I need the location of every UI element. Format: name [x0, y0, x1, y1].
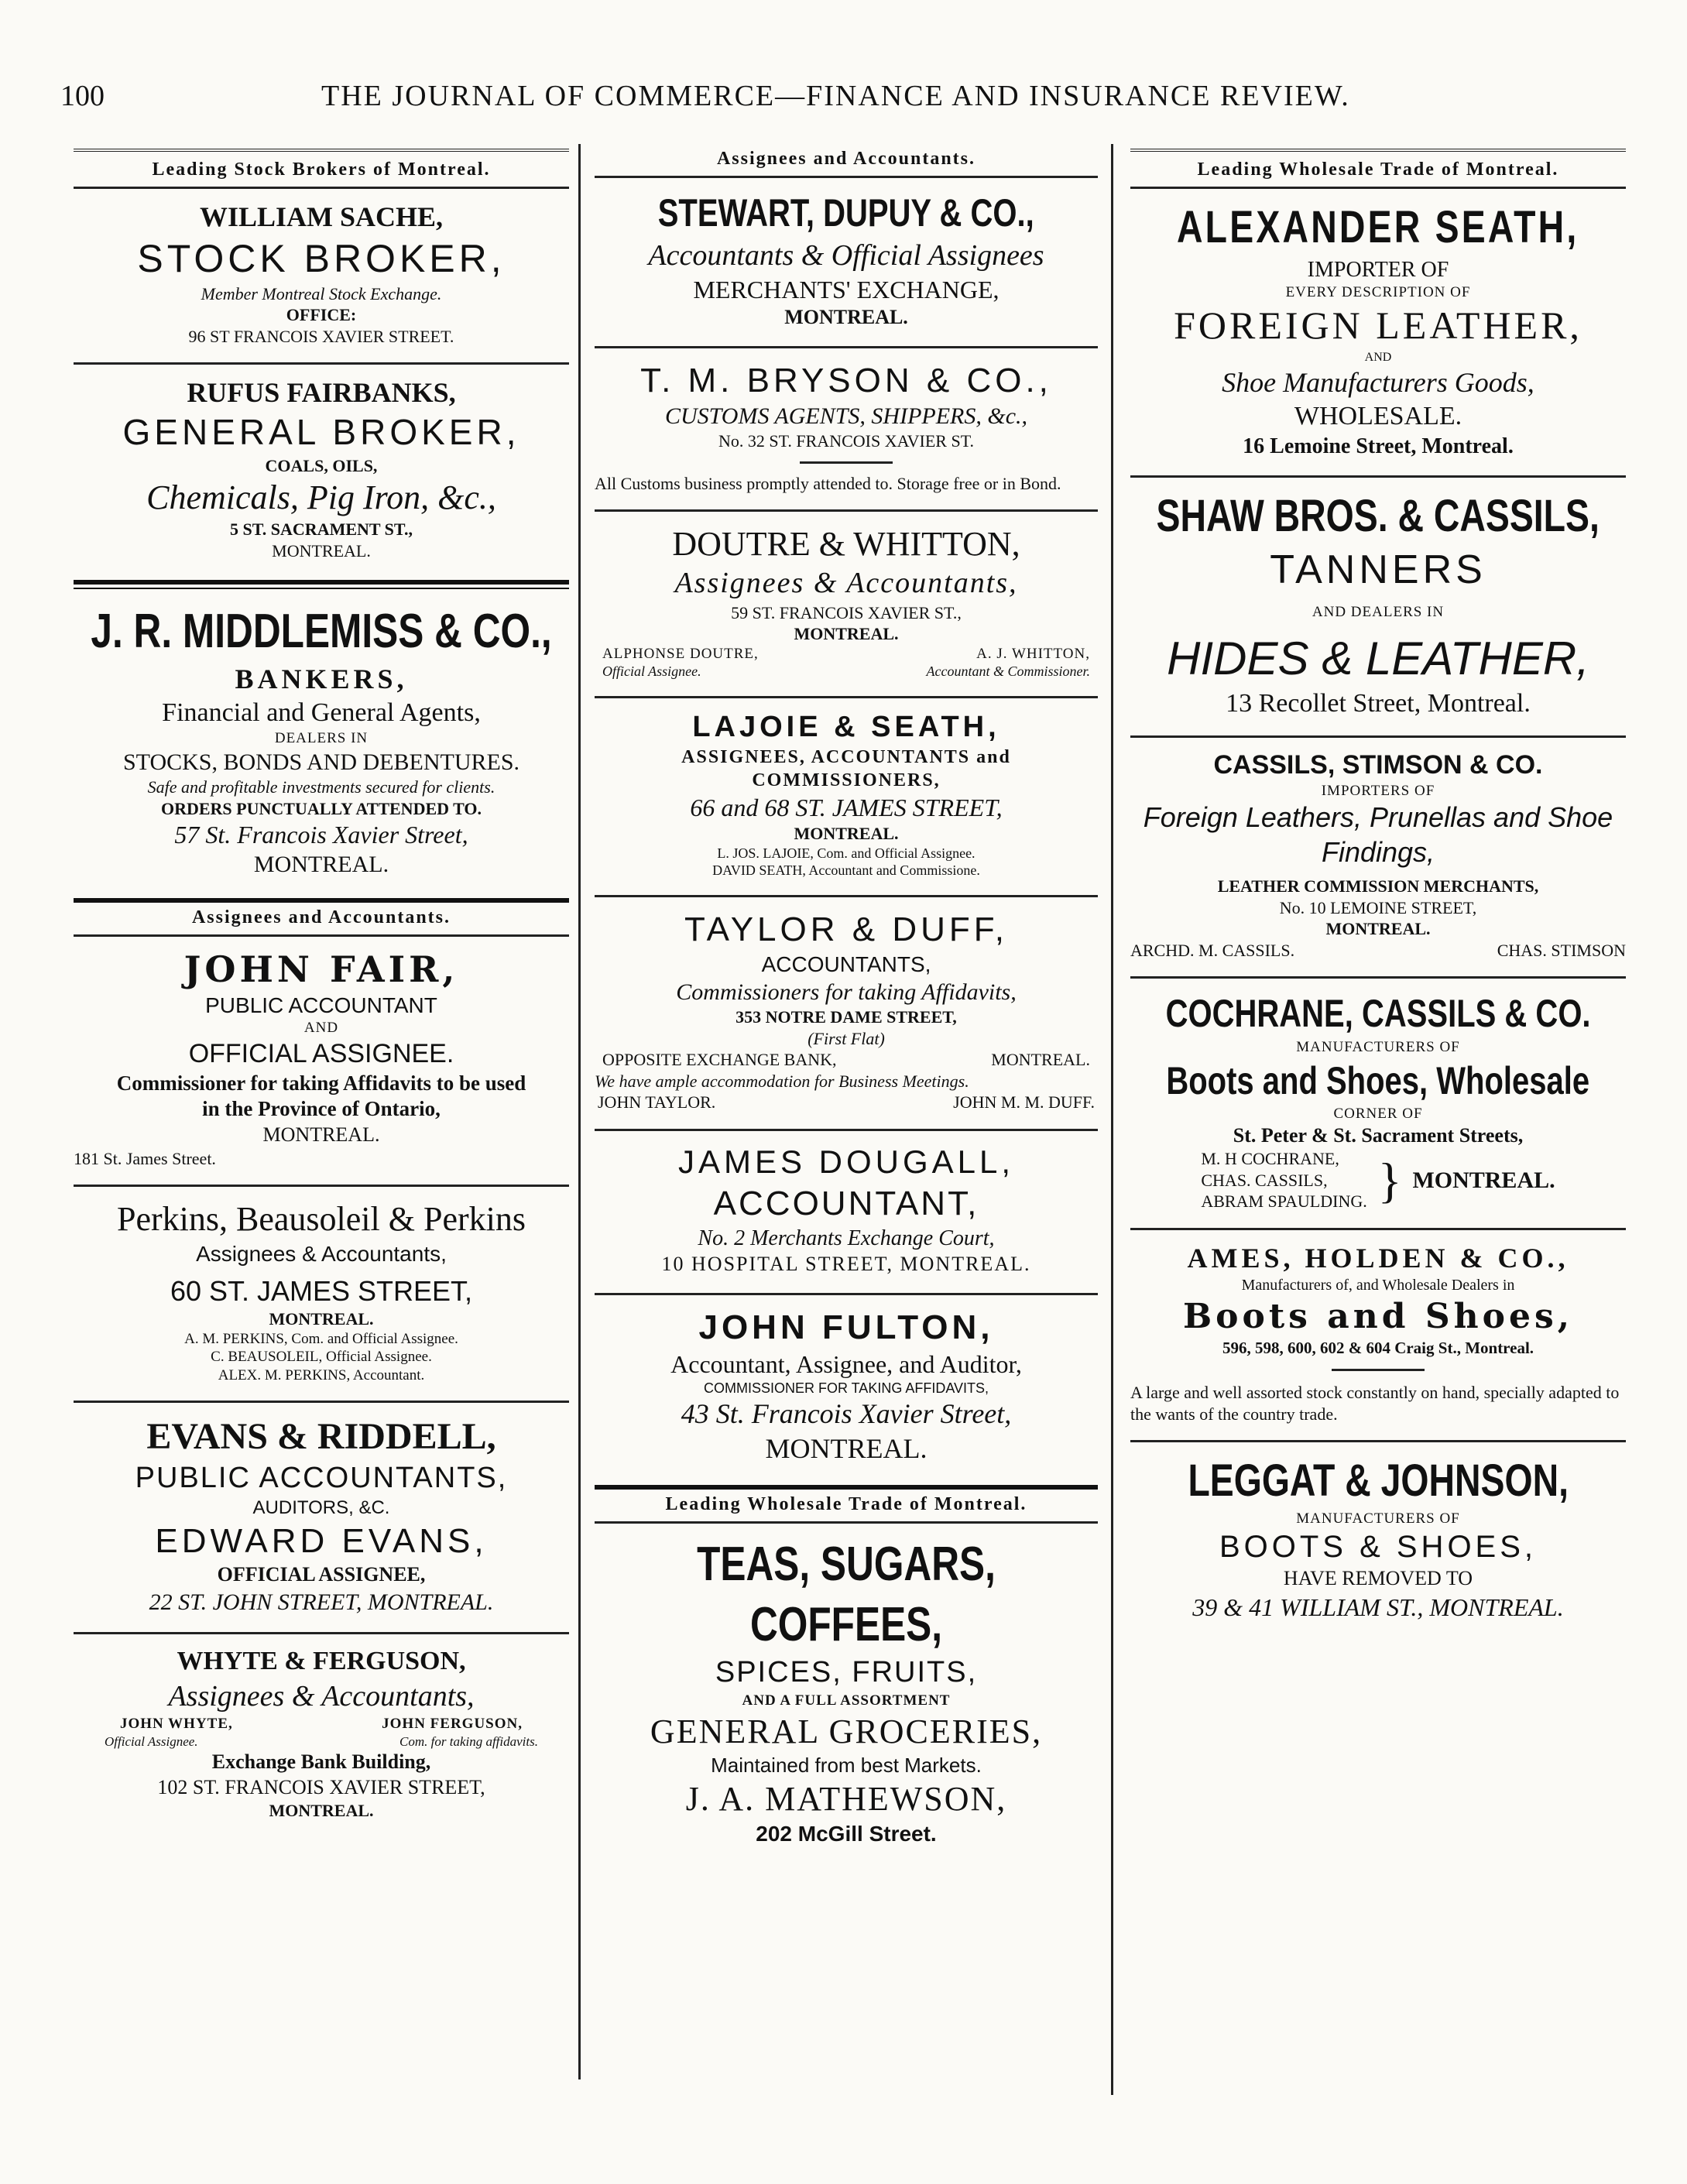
- ad-text: Member Montreal Stock Exchange.: [201, 283, 442, 303]
- ad-name: RUFUS FAIRBANKS,: [187, 377, 456, 408]
- ad-text: Financial and General Agents,: [162, 698, 481, 727]
- ad-address: 102 ST. FRANCOIS XAVIER STREET,: [157, 1775, 485, 1798]
- ad-name: ALEXANDER SEATH,: [1177, 202, 1579, 252]
- divider: [1130, 1440, 1626, 1442]
- ad-text: AND DEALERS IN: [1312, 603, 1445, 620]
- ad-name: WHYTE & FERGUSON,: [177, 1647, 466, 1676]
- partner-list: [1201, 1148, 1366, 1212]
- ad-shaw-bros: [1130, 482, 1626, 731]
- partner-role: Official Assignee.: [105, 1734, 198, 1749]
- page-number: 100: [60, 80, 105, 112]
- ad-title: CUSTOMS AGENTS, SHIPPERS, &c.,: [664, 403, 1028, 429]
- ad-leggat-johnson: [1130, 1447, 1626, 1634]
- section-heading: Leading Wholesale Trade of Montreal.: [665, 1494, 1027, 1515]
- ad-name: WILLIAM SACHE,: [199, 201, 444, 232]
- ad-name: Perkins, Beausoleil & Perkins: [117, 1200, 526, 1238]
- ad-text: Safe and profitable investments secured for clients.: [147, 777, 495, 797]
- ad-address: 60 ST. JAMES STREET,: [170, 1275, 473, 1307]
- ad-text: L. JOS. LAJOIE, Com. and Official Assignee.: [717, 845, 976, 861]
- ad-address: 13 Recollet Street, Montreal.: [1226, 688, 1531, 718]
- column-right: [1130, 144, 1626, 1634]
- section-heading: Assignees and Accountants.: [191, 907, 451, 927]
- ad-city: MONTREAL.: [1325, 919, 1431, 939]
- ad-partners: [595, 1092, 1098, 1113]
- ad-city: MONTREAL.: [253, 852, 389, 878]
- ad-title: ACCOUNTANTS,: [761, 951, 931, 976]
- divider: [1130, 976, 1626, 979]
- ad-text: AUDITORS, &C.: [252, 1497, 390, 1519]
- ad-city: MONTREAL.: [269, 1309, 374, 1329]
- ad-text: We have ample accommodation for Business Meetings.: [595, 1071, 969, 1091]
- ad-name: T. M. BRYSON & CO.,: [640, 361, 1052, 399]
- ad-name: JOHN FAIR,: [183, 948, 459, 990]
- ad-lajoie-seath: [595, 703, 1098, 890]
- ad-cochrane-cassils: [1130, 983, 1626, 1223]
- ad-evans-riddell: [74, 1407, 569, 1628]
- ad-alexander-seath: [1130, 194, 1626, 471]
- ad-city: MONTREAL.: [272, 540, 371, 561]
- ad-address: 96 ST FRANCOIS XAVIER STREET.: [188, 326, 454, 346]
- column-divider: [578, 144, 581, 2079]
- column-left: [74, 144, 569, 1833]
- ad-address: St. Peter & St. Sacrament Streets,: [1233, 1123, 1524, 1147]
- ad-title: GENERAL BROKER,: [122, 412, 520, 452]
- ad-text: in the Province of Ontario,: [202, 1097, 441, 1121]
- ad-city: MONTREAL.: [794, 624, 899, 643]
- ad-text: ALEX. M. PERKINS, Accountant.: [218, 1367, 425, 1383]
- page-header: [54, 76, 1641, 122]
- divider: [74, 1401, 569, 1403]
- divider: [74, 362, 569, 365]
- ad-title: Boots and Shoes,: [1182, 1296, 1574, 1336]
- ad-title: TANNERS: [1270, 547, 1486, 592]
- ad-partner-roles: [595, 663, 1098, 681]
- ad-john-fulton: [595, 1300, 1098, 1478]
- ad-address: No. 10 LEMOINE STREET,: [1279, 897, 1477, 917]
- ad-text: AND: [303, 1020, 339, 1037]
- ad-text: IMPORTER OF: [1307, 257, 1449, 282]
- ad-address: 39 & 41 WILLIAM ST., MONTREAL.: [1192, 1593, 1564, 1621]
- ad-city: MONTREAL.: [765, 1433, 928, 1465]
- ad-text: SPICES, FRUITS,: [715, 1656, 978, 1689]
- divider: [595, 346, 1098, 348]
- divider: [1130, 149, 1626, 155]
- ad-doutre-whitton: [595, 516, 1098, 691]
- divider: [74, 1632, 569, 1634]
- ad-perkins: [74, 1191, 569, 1396]
- divider: [595, 1129, 1098, 1131]
- divider: [595, 895, 1098, 897]
- ad-title: Assignees & Accountants,: [196, 1242, 447, 1266]
- partner-name: CHAS. CASSILS,: [1201, 1170, 1328, 1190]
- ad-address: 202 McGill Street.: [756, 1822, 937, 1846]
- divider: [74, 588, 569, 589]
- ad-address: 596, 598, 600, 602 & 604 Craig St., Montreal.: [1222, 1338, 1534, 1357]
- divider: [74, 187, 569, 189]
- divider: [1130, 475, 1626, 478]
- ad-name: EDWARD EVANS,: [155, 1522, 488, 1561]
- ad-title: ASSIGNEES, ACCOUNTANTS and COMMISSIONERS,: [681, 747, 1011, 791]
- ad-whyte-ferguson: [74, 1639, 569, 1833]
- ad-city: MONTREAL.: [262, 1123, 380, 1146]
- ad-city: MONTREAL.: [269, 1801, 374, 1821]
- ad-text: Maintained from best Markets.: [711, 1753, 982, 1777]
- partner-name: JOHN TAYLOR.: [598, 1092, 716, 1113]
- ad-text: TEAS, SUGARS, COFFEES,: [697, 1538, 996, 1651]
- ad-text: COALS, OILS,: [265, 455, 378, 475]
- ad-text: MANUFACTURERS OF: [1296, 1038, 1460, 1055]
- divider: [74, 149, 569, 155]
- divider: [1130, 187, 1626, 189]
- ad-text: A. M. PERKINS, Com. and Official Assignee.: [184, 1330, 458, 1347]
- ad-name: LAJOIE & SEATH,: [692, 710, 1000, 743]
- ad-address: 181 St. James Street.: [74, 1148, 216, 1168]
- divider: [1130, 735, 1626, 738]
- ad-text: Chemicals, Pig Iron, &c.,: [146, 478, 496, 516]
- ad-title: FOREIGN LEATHER,: [1174, 303, 1582, 348]
- ad-name: J. R. MIDDLEMISS & CO.,: [91, 605, 552, 658]
- ad-address: 43 St. Francois Xavier Street,: [681, 1398, 1012, 1430]
- divider: [74, 898, 569, 903]
- divider: [595, 176, 1098, 178]
- divider: [595, 1521, 1098, 1524]
- ad-text: MANUFACTURERS OF: [1296, 1510, 1460, 1527]
- ad-text: STOCKS, BONDS AND DEBENTURES.: [122, 749, 520, 775]
- ad-partners: [1130, 1148, 1626, 1212]
- ad-address: No. 32 ST. FRANCOIS XAVIER ST.: [718, 431, 975, 451]
- divider: [74, 580, 569, 585]
- ad-mathewson: [595, 1528, 1098, 1858]
- divider: [74, 1185, 569, 1187]
- brace-mark: }: [1377, 1152, 1402, 1208]
- ad-address: 16 Lemoine Street, Montreal.: [1243, 434, 1514, 459]
- ad-address: 5 ST. SACRAMENT ST.,: [230, 519, 413, 539]
- ad-cassils-stimson: [1130, 742, 1626, 972]
- partner-name: JOHN M. M. DUFF.: [953, 1092, 1095, 1113]
- ad-bryson: [595, 353, 1098, 506]
- ad-text: No. 2 Merchants Exchange Court,: [698, 1226, 995, 1251]
- ad-text: OFFICE:: [286, 305, 357, 324]
- ad-address: 59 ST. FRANCOIS XAVIER ST.,: [731, 602, 962, 622]
- partner-role: Official Assignee.: [602, 663, 701, 680]
- journal-title: THE JOURNAL OF COMMERCE—FINANCE AND INSURANCE REVIEW.: [321, 80, 1350, 112]
- ad-title: PUBLIC ACCOUNTANT: [205, 993, 437, 1018]
- ad-text: OPPOSITE EXCHANGE BANK,: [602, 1050, 837, 1070]
- ad-title: BANKERS,: [235, 663, 408, 694]
- ad-text: Commissioner for taking Affidavits to be used: [116, 1071, 526, 1095]
- ad-text: DAVID SEATH, Accountant and Commissione.: [712, 862, 980, 879]
- partner-name: CHAS. STIMSON: [1497, 940, 1626, 960]
- divider: [595, 1485, 1098, 1490]
- divider: [1332, 1369, 1425, 1371]
- ad-city: MONTREAL.: [1412, 1167, 1555, 1193]
- partner-name: JOHN FERGUSON,: [382, 1716, 523, 1733]
- ad-text: LEATHER COMMISSION MERCHANTS,: [1217, 876, 1539, 897]
- ad-john-fair: [74, 941, 569, 1180]
- ad-city: MONTREAL.: [794, 824, 899, 844]
- ad-address: 57 St. Francois Xavier Street,: [174, 821, 468, 849]
- ad-name: EVANS & RIDDELL,: [146, 1415, 496, 1457]
- section-heading: Leading Stock Brokers of Montreal.: [152, 159, 491, 180]
- ad-address: 10 HOSPITAL STREET, MONTREAL.: [661, 1253, 1031, 1276]
- ad-city: MONTREAL.: [991, 1050, 1090, 1070]
- partner-name: ALPHONSE DOUTRE,: [602, 645, 759, 662]
- ad-name: DOUTRE & WHITTON,: [672, 525, 1020, 563]
- ad-title: Assignees & Accountants,: [168, 1679, 475, 1713]
- ad-partners: [1130, 940, 1626, 962]
- ad-stewart-dupuy: [595, 183, 1098, 341]
- ad-title: Accountant, Assignee, and Auditor,: [670, 1349, 1022, 1378]
- ad-name: JOHN FULTON,: [698, 1308, 994, 1346]
- ad-title: PUBLIC ACCOUNTANTS,: [135, 1461, 508, 1494]
- ad-address: 353 NOTRE DAME STREET,: [735, 1007, 957, 1027]
- ad-address: 22 ST. JOHN STREET, MONTREAL.: [149, 1589, 494, 1615]
- ad-text: OFFICIAL ASSIGNEE,: [217, 1563, 426, 1586]
- ad-text: GENERAL GROCERIES,: [650, 1712, 1043, 1750]
- ad-text: EVERY DESCRIPTION OF: [1285, 283, 1471, 300]
- ad-text: COMMISSIONER FOR TAKING AFFIDAVITS,: [703, 1380, 989, 1396]
- ad-name: AMES, HOLDEN & CO.,: [1187, 1242, 1569, 1274]
- ad-opposite: [595, 1049, 1098, 1071]
- ad-address: 66 and 68 ST. JAMES STREET,: [690, 794, 1003, 822]
- ad-partner-roles: [74, 1733, 569, 1750]
- ad-name: JAMES DOUGALL,: [677, 1143, 1015, 1180]
- partner-name: ABRAM SPAULDING.: [1201, 1191, 1367, 1212]
- partner-role: Com. for taking affidavits.: [399, 1734, 538, 1749]
- ad-text: MERCHANTS' EXCHANGE,: [693, 276, 1000, 303]
- ad-text: Manufacturers of, and Wholesale Dealers in: [1241, 1276, 1515, 1294]
- ad-name: SHAW BROS. & CASSILS,: [1156, 491, 1600, 542]
- ad-text: DEALERS IN: [274, 730, 369, 746]
- ad-text: ORDERS PUNCTUALLY ATTENDED TO.: [160, 798, 482, 818]
- ad-text: AND A FULL ASSORTMENT: [742, 1692, 951, 1709]
- divider: [1130, 1228, 1626, 1230]
- ad-title: STOCK BROKER,: [137, 237, 506, 280]
- ad-ames-holden: [1130, 1235, 1626, 1435]
- ad-text: Commissioners for taking Affidavits,: [676, 979, 1017, 1005]
- ad-text: IMPORTERS OF: [1321, 782, 1435, 799]
- ad-text: HAVE REMOVED TO: [1283, 1567, 1473, 1590]
- ad-name: CASSILS, STIMSON & CO.: [1213, 750, 1543, 780]
- ad-title: ACCOUNTANT,: [713, 1185, 979, 1223]
- ad-name: LEGGAT & JOHNSON,: [1188, 1455, 1569, 1506]
- ad-william-sache: [74, 194, 569, 358]
- ad-text: All Customs business promptly attended to. Storage free or in Bond.: [595, 473, 1061, 493]
- partner-name: M. H COCHRANE,: [1201, 1149, 1339, 1169]
- ad-text: Foreign Leathers, Prunellas and Shoe Findings,: [1143, 801, 1613, 869]
- ad-taylor-duff: [595, 902, 1098, 1124]
- ad-text: (First Flat): [807, 1028, 885, 1048]
- partner-name: ARCHD. M. CASSILS.: [1130, 940, 1295, 960]
- ad-title: Assignees & Accountants,: [674, 567, 1018, 599]
- ad-partners: [74, 1715, 569, 1733]
- ad-name: TAYLOR & DUFF,: [684, 910, 1008, 948]
- ad-title: BOOTS & SHOES,: [1219, 1530, 1538, 1565]
- partner-role: Accountant & Commissioner.: [926, 663, 1090, 680]
- ad-text: HIDES & LEATHER,: [1167, 632, 1589, 684]
- ad-text: AND: [1364, 350, 1392, 364]
- ad-middlemiss: [74, 595, 569, 890]
- ad-name: J. A. MATHEWSON,: [685, 1780, 1007, 1818]
- partner-name: JOHN WHYTE,: [120, 1716, 233, 1733]
- ad-name: COCHRANE, CASSILS & CO.: [1165, 992, 1591, 1036]
- ad-text: Shoe Manufacturers Goods,: [1222, 366, 1534, 398]
- ad-title: Boots and Shoes, Wholesale: [1166, 1058, 1590, 1102]
- divider: [800, 461, 893, 464]
- ad-name: STEWART, DUPUY & CO.,: [657, 191, 1034, 235]
- ad-text: Exchange Bank Building,: [211, 1750, 431, 1774]
- column-middle: [595, 144, 1098, 1858]
- divider: [595, 509, 1098, 512]
- ad-text: WHOLESALE.: [1294, 401, 1462, 430]
- divider: [595, 696, 1098, 698]
- partner-name: A. J. WHITTON,: [976, 645, 1090, 662]
- ad-text: A large and well assorted stock constantly on hand, specially adapted to the wants of the country trade.: [1130, 1383, 1620, 1424]
- ad-city: MONTREAL.: [784, 306, 908, 328]
- section-heading: Assignees and Accountants.: [716, 149, 976, 169]
- ad-text: C. BEAUSOLEIL, Official Assignee.: [211, 1349, 432, 1366]
- ad-james-dougall: [595, 1136, 1098, 1288]
- divider: [74, 934, 569, 937]
- ad-partners: [595, 645, 1098, 663]
- column-divider: [1111, 144, 1113, 2095]
- ad-text: CORNER OF: [1333, 1106, 1423, 1122]
- section-heading: Leading Wholesale Trade of Montreal.: [1197, 159, 1559, 180]
- ad-rufus-fairbanks: [74, 369, 569, 572]
- ad-title: Accountants & Official Assignees: [648, 238, 1044, 272]
- divider: [595, 1293, 1098, 1295]
- ad-title: OFFICIAL ASSIGNEE.: [188, 1039, 454, 1068]
